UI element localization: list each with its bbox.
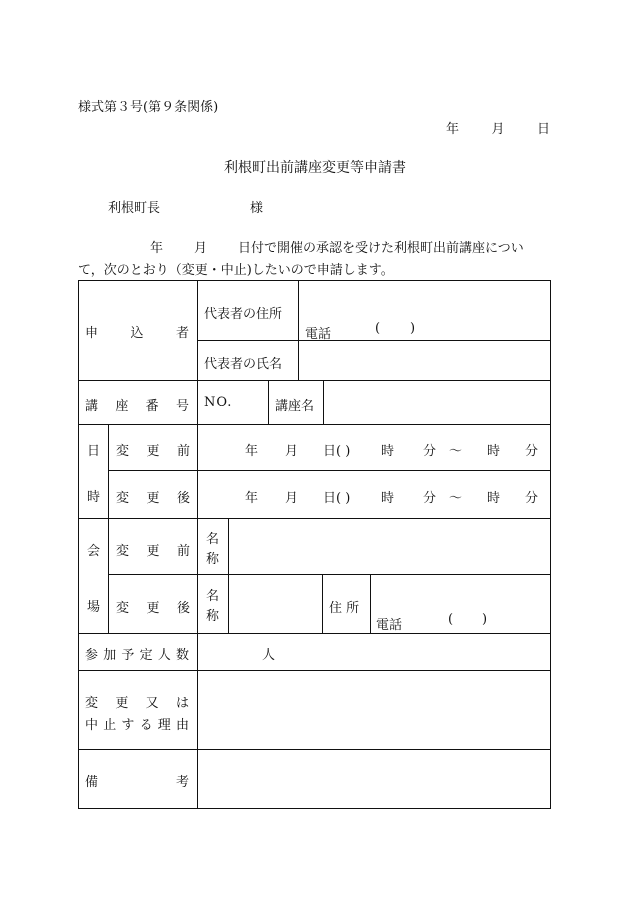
reason-label-line2 <box>85 714 189 733</box>
datetime-before-fields[interactable] <box>245 440 547 459</box>
course-name-field[interactable] <box>330 387 544 417</box>
datetime-after-char: 後 <box>176 491 190 506</box>
applicant-label <box>85 322 189 341</box>
divider-venue-name-label <box>228 518 229 633</box>
reason-char: は <box>175 696 189 711</box>
venue-before-char: 前 <box>176 544 190 559</box>
divider-course-no <box>268 380 269 424</box>
course-number-label <box>85 395 189 414</box>
dt-month: 月 <box>285 444 299 459</box>
venue-address-label: 住 所 <box>329 601 360 616</box>
reason-field[interactable] <box>204 677 544 743</box>
datetime-after-label <box>116 487 190 506</box>
representative-name-label: 代表者の氏名 <box>204 357 283 372</box>
form-number: 様式第３号(第９条関係) <box>78 100 219 115</box>
reason-char: 更 <box>115 696 129 711</box>
statement-month: 月 <box>194 241 208 256</box>
divider-label-column <box>197 280 198 809</box>
table-border-bottom <box>78 808 551 809</box>
reason-label-line1 <box>85 692 189 711</box>
datetime-before-char: 前 <box>176 444 190 459</box>
divider-applicant-inner <box>197 340 550 341</box>
datetime-label-top: 日 <box>87 444 101 459</box>
venue-before-name-label-2: 称 <box>206 552 220 567</box>
venue-phone-open: ( <box>448 612 454 627</box>
dt-minute-end: 分 <box>525 444 539 459</box>
dt-tilde: ～ <box>449 444 463 459</box>
applicant-phone-close: ) <box>410 321 416 336</box>
divider-after-datetime <box>78 518 551 519</box>
participants-char: 数 <box>175 648 189 663</box>
datetime-label-bottom: 時 <box>87 490 101 505</box>
dt-hour: 時 <box>381 491 395 506</box>
venue-after-label <box>116 597 190 616</box>
reason-char: 中 <box>85 718 99 733</box>
venue-phone-close: ) <box>482 612 488 627</box>
participants-label <box>85 644 189 663</box>
divider-after-applicant <box>78 380 551 381</box>
venue-before-label <box>116 540 190 559</box>
datetime-before-char: 更 <box>146 444 160 459</box>
venue-before-name-label-1: 名 <box>206 532 220 547</box>
applicant-phone-label: 電話 <box>305 327 332 342</box>
course-label-char: 講 <box>85 399 99 414</box>
addressee-name: 利根町長 <box>108 201 161 216</box>
applicant-label-char: 申 <box>85 326 99 341</box>
reason-char: 変 <box>85 696 99 711</box>
divider-datetime-inner <box>108 470 550 471</box>
venue-label-top: 会 <box>87 544 101 559</box>
applicant-phone-open: ( <box>375 321 381 336</box>
divider-venue-inner <box>108 574 550 575</box>
date-month: 月 <box>491 122 505 137</box>
participants-unit: 人 <box>262 648 276 663</box>
course-number-prefix: NO. <box>204 395 233 410</box>
divider-after-participants <box>78 670 551 671</box>
reason-char: 又 <box>145 696 159 711</box>
statement-line2: て，次のとおり（変更・中止)したいので申請します。 <box>78 263 394 278</box>
participants-char: 人 <box>157 648 171 663</box>
divider-course-name <box>323 380 324 424</box>
dt-minute: 分 <box>423 444 437 459</box>
reason-char: 由 <box>175 718 189 733</box>
dt-year: 年 <box>245 491 259 506</box>
divider-after-venue <box>78 633 551 634</box>
representative-address-label: 代表者の住所 <box>204 307 283 322</box>
dt-year: 年 <box>245 444 259 459</box>
remarks-label <box>85 771 189 790</box>
remarks-char: 備 <box>85 775 99 790</box>
reason-char: 止 <box>103 718 117 733</box>
dt-minute-end: 分 <box>525 491 539 506</box>
divider-sublabel-column <box>108 424 109 633</box>
venue-before-name-field[interactable] <box>235 525 543 567</box>
course-label-char: 号 <box>175 399 189 414</box>
venue-after-char: 変 <box>116 601 130 616</box>
divider-after-course <box>78 424 551 425</box>
divider-venue-address-label <box>370 574 371 633</box>
dt-tilde: ～ <box>449 491 463 506</box>
divider-venue-address <box>322 574 323 633</box>
applicant-label-char: 込 <box>130 326 144 341</box>
applicant-label-char: 者 <box>175 326 189 341</box>
venue-after-char: 更 <box>146 601 160 616</box>
addressee-honorific: 様 <box>250 201 264 216</box>
table-border-top <box>78 280 551 281</box>
datetime-after-char: 更 <box>146 491 160 506</box>
date-line <box>446 118 550 137</box>
venue-before-char: 変 <box>116 544 130 559</box>
datetime-before-char: 変 <box>116 444 130 459</box>
datetime-before-label <box>116 440 190 459</box>
participants-char: 加 <box>103 648 117 663</box>
table-border-left <box>78 280 79 809</box>
participants-char: 定 <box>139 648 153 663</box>
venue-after-name-label-1: 名 <box>206 589 220 604</box>
statement-line1: 日付で開催の承認を受けた利根町出前講座につい <box>238 241 524 256</box>
dt-hour: 時 <box>381 444 395 459</box>
date-day: 日 <box>536 122 550 137</box>
venue-before-char: 更 <box>146 544 160 559</box>
dt-hour-end: 時 <box>487 491 501 506</box>
venue-phone-label: 電話 <box>376 618 403 633</box>
representative-name-field[interactable] <box>305 346 545 372</box>
reason-char: 理 <box>157 718 171 733</box>
dt-day-weekday: 日( ) <box>323 444 351 459</box>
reason-char: す <box>121 718 135 733</box>
remarks-field[interactable] <box>204 756 544 802</box>
reason-char: る <box>139 718 153 733</box>
divider-applicant-label <box>298 280 299 380</box>
table-border-right <box>550 280 551 809</box>
dt-minute: 分 <box>423 491 437 506</box>
datetime-after-char: 変 <box>116 491 130 506</box>
venue-after-name-label-2: 称 <box>206 609 220 624</box>
remarks-char: 考 <box>175 775 189 790</box>
course-label-char: 座 <box>115 399 129 414</box>
course-name-label: 講座名 <box>275 399 315 414</box>
participants-char: 参 <box>85 648 99 663</box>
dt-day-weekday: 日( ) <box>323 491 351 506</box>
datetime-after-fields[interactable] <box>245 487 547 506</box>
participants-char: 予 <box>121 648 135 663</box>
date-year: 年 <box>446 122 460 137</box>
divider-after-reason <box>78 749 551 750</box>
venue-label-bottom: 場 <box>87 600 101 615</box>
venue-after-name-field[interactable] <box>235 582 315 626</box>
course-label-char: 番 <box>145 399 159 414</box>
statement-year: 年 <box>150 241 164 256</box>
dt-hour-end: 時 <box>487 444 501 459</box>
document-title: 利根町出前講座変更等申請書 <box>224 160 406 176</box>
dt-month: 月 <box>285 491 299 506</box>
venue-after-char: 後 <box>176 601 190 616</box>
